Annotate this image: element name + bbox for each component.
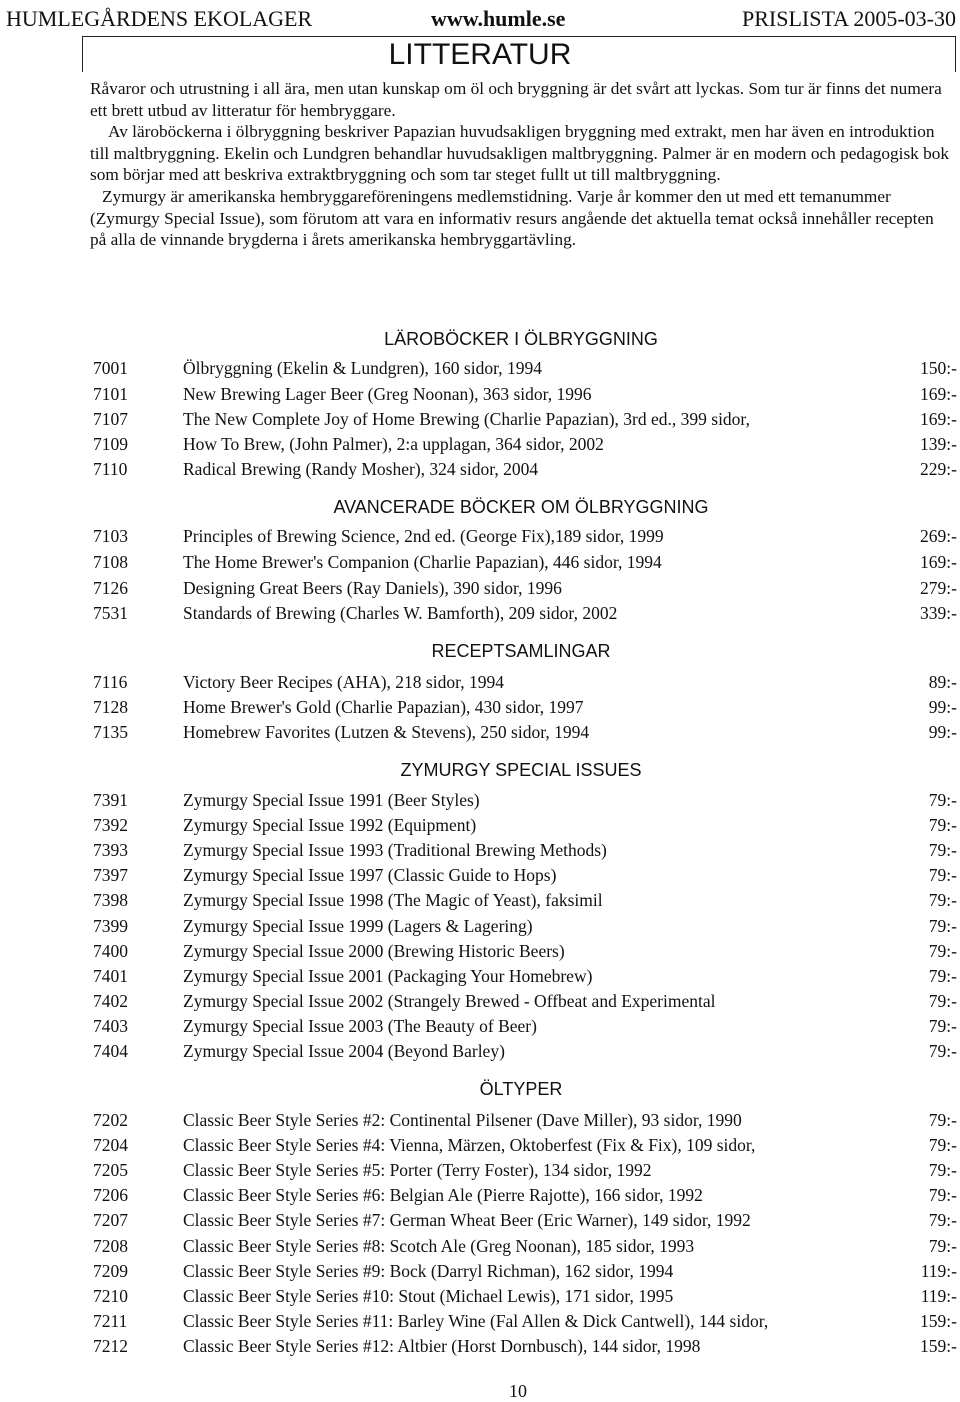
item-price: 99:-	[928, 722, 957, 742]
company-name: HUMLEGÅRDENS EKOLAGER	[6, 6, 313, 31]
item-code: 7204	[93, 1135, 128, 1155]
book-row	[0, 720, 960, 745]
item-title: Standards of Brewing (Charles W. Bamforth), 209 sidor, 2002	[183, 603, 618, 623]
item-code: 7397	[93, 865, 128, 885]
book-row	[0, 1234, 960, 1259]
item-price: 150:-	[920, 358, 957, 378]
item-code: 7110	[93, 459, 128, 479]
book-row	[0, 989, 960, 1014]
item-title: Designing Great Beers (Ray Daniels), 390 sidor, 1996	[183, 578, 562, 598]
book-row	[0, 1014, 960, 1039]
item-price: 79:-	[928, 790, 957, 810]
item-price: 99:-	[928, 697, 957, 717]
book-row	[0, 863, 960, 888]
section-title-receptsamlingar: RECEPTSAMLINGAR	[431, 641, 611, 661]
item-title: Classic Beer Style Series #10: Stout (Michael Lewis), 171 sidor, 1995	[183, 1286, 674, 1306]
item-price: 89:-	[928, 672, 957, 692]
item-price: 119:-	[920, 1261, 957, 1281]
item-code: 7403	[93, 1016, 128, 1036]
item-code: 7135	[93, 722, 128, 742]
book-row	[0, 457, 960, 482]
book-row	[0, 939, 960, 964]
item-price: 279:-	[920, 578, 957, 598]
item-title: Victory Beer Recipes (AHA), 218 sidor, 1994	[183, 672, 504, 692]
item-price: 169:-	[920, 384, 957, 404]
section-title-avancerade: AVANCERADE BÖCKER OM ÖLBRYGGNING	[333, 497, 709, 517]
item-title: How To Brew, (John Palmer), 2:a upplagan, 364 sidor, 2002	[183, 434, 604, 454]
item-price: 119:-	[920, 1286, 957, 1306]
book-row	[0, 695, 960, 720]
intro-paragraph: Av läroböckerna i ölbryggning beskriver Papazian huvudsakligen bryggning med extrakt, men har även en introduktion till maltbryggning. Ekelin och Lundgren behandlar huvudsakligen maltbryggning. Palmer är en modern och pedagogisk bok som börjar med att beskriva extraktbryggning och som tar steget fullt ut till maltbryggning.	[90, 122, 950, 185]
item-price: 79:-	[928, 1016, 957, 1036]
pricelist-date: PRISLISTA 2005-03-30	[742, 6, 956, 31]
item-price: 79:-	[928, 1110, 957, 1130]
item-price: 159:-	[920, 1311, 957, 1331]
section-title-laroböcker: LÄROBÖCKER I ÖLBRYGGNING	[384, 329, 658, 349]
item-price: 79:-	[928, 865, 957, 885]
book-row	[0, 1158, 960, 1183]
item-code: 7107	[93, 409, 128, 429]
item-code: 7109	[93, 434, 128, 454]
item-title: Classic Beer Style Series #8: Scotch Ale (Greg Noonan), 185 sidor, 1993	[183, 1236, 695, 1256]
item-code: 7402	[93, 991, 128, 1011]
item-code: 7208	[93, 1236, 128, 1256]
intro-paragraph: Zymurgy är amerikanska hembryggareföreningens medlemstidning. Varje år kommer den ut med ett temanummer (Zymurgy Special Issue), som förutom att vara en informativ resurs angående det aktuella temat också innehåller recepten på alla de vinnande brygderna i årets amerikanska hembryggartävling.	[90, 186, 934, 250]
section-title-oltyper: ÖLTYPER	[479, 1079, 563, 1099]
item-price: 79:-	[928, 1236, 957, 1256]
book-row	[0, 1309, 960, 1334]
item-price: 79:-	[928, 966, 957, 986]
item-price: 339:-	[920, 603, 957, 623]
item-price: 269:-	[920, 526, 957, 546]
item-title: Home Brewer's Gold (Charlie Papazian), 430 sidor, 1997	[183, 697, 584, 717]
item-title: Ölbryggning (Ekelin & Lundgren), 160 sidor, 1994	[183, 358, 542, 378]
item-code: 7210	[93, 1286, 128, 1306]
book-row	[0, 964, 960, 989]
item-code: 7401	[93, 966, 128, 986]
item-title: Zymurgy Special Issue 2004 (Beyond Barley)	[183, 1041, 505, 1061]
item-code: 7211	[93, 1311, 128, 1331]
item-code: 7116	[93, 672, 128, 692]
section-title-zymurgy: ZYMURGY SPECIAL ISSUES	[400, 760, 642, 780]
item-code: 7202	[93, 1110, 128, 1130]
item-title: Zymurgy Special Issue 2000 (Brewing Historic Beers)	[183, 941, 565, 961]
item-price: 79:-	[928, 840, 957, 860]
intro-paragraph: Råvaror och utrustning i all ära, men utan kunskap om öl och bryggning är det svårt att lyckas. Som tur är finns det numera ett brett utbud av litteratur för hembryggare.	[90, 79, 942, 120]
book-row	[0, 524, 960, 549]
item-code: 7398	[93, 890, 128, 910]
book-row	[0, 1133, 960, 1158]
item-code: 7207	[93, 1210, 128, 1230]
item-price: 79:-	[928, 1185, 957, 1205]
book-row	[0, 1208, 960, 1233]
item-title: Zymurgy Special Issue 2003 (The Beauty of Beer)	[183, 1016, 537, 1036]
item-title: Classic Beer Style Series #2: Continental Pilsener (Dave Miller), 93 sidor, 1990	[183, 1110, 742, 1130]
item-title: Classic Beer Style Series #9: Bock (Darryl Richman), 162 sidor, 1994	[183, 1261, 674, 1281]
item-title: Zymurgy Special Issue 1998 (The Magic of Yeast), faksimil	[183, 890, 603, 910]
book-row	[0, 788, 960, 813]
website-link[interactable]: www.humle.se	[431, 6, 566, 31]
item-price: 79:-	[928, 916, 957, 936]
item-title: Classic Beer Style Series #12: Altbier (Horst Dornbusch), 144 sidor, 1998	[183, 1336, 701, 1356]
book-row	[0, 1284, 960, 1309]
item-price: 169:-	[920, 552, 957, 572]
item-price: 79:-	[928, 991, 957, 1011]
item-title: Classic Beer Style Series #11: Barley Wine (Fal Allen & Dick Cantwell), 144 sidor,	[183, 1311, 769, 1331]
book-row	[0, 813, 960, 838]
item-title: Zymurgy Special Issue 2001 (Packaging Your Homebrew)	[183, 966, 593, 986]
item-title: Homebrew Favorites (Lutzen & Stevens), 250 sidor, 1994	[183, 722, 590, 742]
item-price: 79:-	[928, 815, 957, 835]
item-code: 7393	[93, 840, 128, 860]
item-price: 79:-	[928, 941, 957, 961]
item-code: 7391	[93, 790, 128, 810]
book-row	[0, 576, 960, 601]
item-price: 79:-	[928, 1210, 957, 1230]
book-row	[0, 670, 960, 695]
item-price: 139:-	[920, 434, 957, 454]
item-code: 7128	[93, 697, 128, 717]
item-title: Zymurgy Special Issue 1991 (Beer Styles)	[183, 790, 480, 810]
item-price: 79:-	[928, 1041, 957, 1061]
book-row	[0, 550, 960, 575]
item-code: 7392	[93, 815, 128, 835]
book-row	[0, 356, 960, 381]
item-code: 7209	[93, 1261, 128, 1281]
item-price: 169:-	[920, 409, 957, 429]
book-row	[0, 432, 960, 457]
item-title: Classic Beer Style Series #6: Belgian Ale (Pierre Rajotte), 166 sidor, 1992	[183, 1185, 703, 1205]
item-title: Radical Brewing (Randy Mosher), 324 sidor, 2004	[183, 459, 539, 479]
item-price: 79:-	[928, 890, 957, 910]
item-title: New Brewing Lager Beer (Greg Noonan), 363 sidor, 1996	[183, 384, 592, 404]
item-code: 7212	[93, 1336, 128, 1356]
item-title: Zymurgy Special Issue 2002 (Strangely Brewed - Offbeat and Experimental	[183, 991, 716, 1011]
book-row	[0, 407, 960, 432]
item-price: 229:-	[920, 459, 957, 479]
item-code: 7108	[93, 552, 128, 572]
item-title: The Home Brewer's Companion (Charlie Papazian), 446 sidor, 1994	[183, 552, 662, 572]
book-row	[0, 1183, 960, 1208]
item-code: 7399	[93, 916, 128, 936]
item-title: The New Complete Joy of Home Brewing (Charlie Papazian), 3rd ed., 399 sidor,	[183, 409, 750, 429]
intro-text	[90, 78, 950, 251]
book-row	[0, 888, 960, 913]
item-code: 7103	[93, 526, 128, 546]
book-row	[0, 1334, 960, 1359]
item-title: Zymurgy Special Issue 1992 (Equipment)	[183, 815, 477, 835]
item-title: Zymurgy Special Issue 1993 (Traditional Brewing Methods)	[183, 840, 607, 860]
item-title: Classic Beer Style Series #4: Vienna, Märzen, Oktoberfest (Fix & Fix), 109 sidor,	[183, 1135, 756, 1155]
item-price: 79:-	[928, 1160, 957, 1180]
item-price: 79:-	[928, 1135, 957, 1155]
book-row	[0, 1108, 960, 1133]
item-code: 7101	[93, 384, 128, 404]
item-code: 7126	[93, 578, 128, 598]
item-title: Classic Beer Style Series #7: German Wheat Beer (Eric Warner), 149 sidor, 1992	[183, 1210, 751, 1230]
page-number: 10	[509, 1381, 527, 1401]
item-code: 7400	[93, 941, 128, 961]
item-code: 7531	[93, 603, 128, 623]
book-row	[0, 838, 960, 863]
page-title: LITTERATUR	[388, 38, 572, 71]
book-row	[0, 914, 960, 939]
page-header	[6, 4, 958, 34]
item-code: 7404	[93, 1041, 128, 1061]
book-row	[0, 1259, 960, 1284]
item-title: Principles of Brewing Science, 2nd ed. (George Fix),189 sidor, 1999	[183, 526, 664, 546]
item-code: 7206	[93, 1185, 128, 1205]
item-price: 159:-	[920, 1336, 957, 1356]
item-code: 7001	[93, 358, 128, 378]
book-row	[0, 382, 960, 407]
item-code: 7205	[93, 1160, 128, 1180]
item-title: Zymurgy Special Issue 1999 (Lagers & Lagering)	[183, 916, 533, 936]
book-row	[0, 1039, 960, 1064]
item-title: Classic Beer Style Series #5: Porter (Terry Foster), 134 sidor, 1992	[183, 1160, 652, 1180]
book-row	[0, 601, 960, 626]
item-title: Zymurgy Special Issue 1997 (Classic Guide to Hops)	[183, 865, 557, 885]
